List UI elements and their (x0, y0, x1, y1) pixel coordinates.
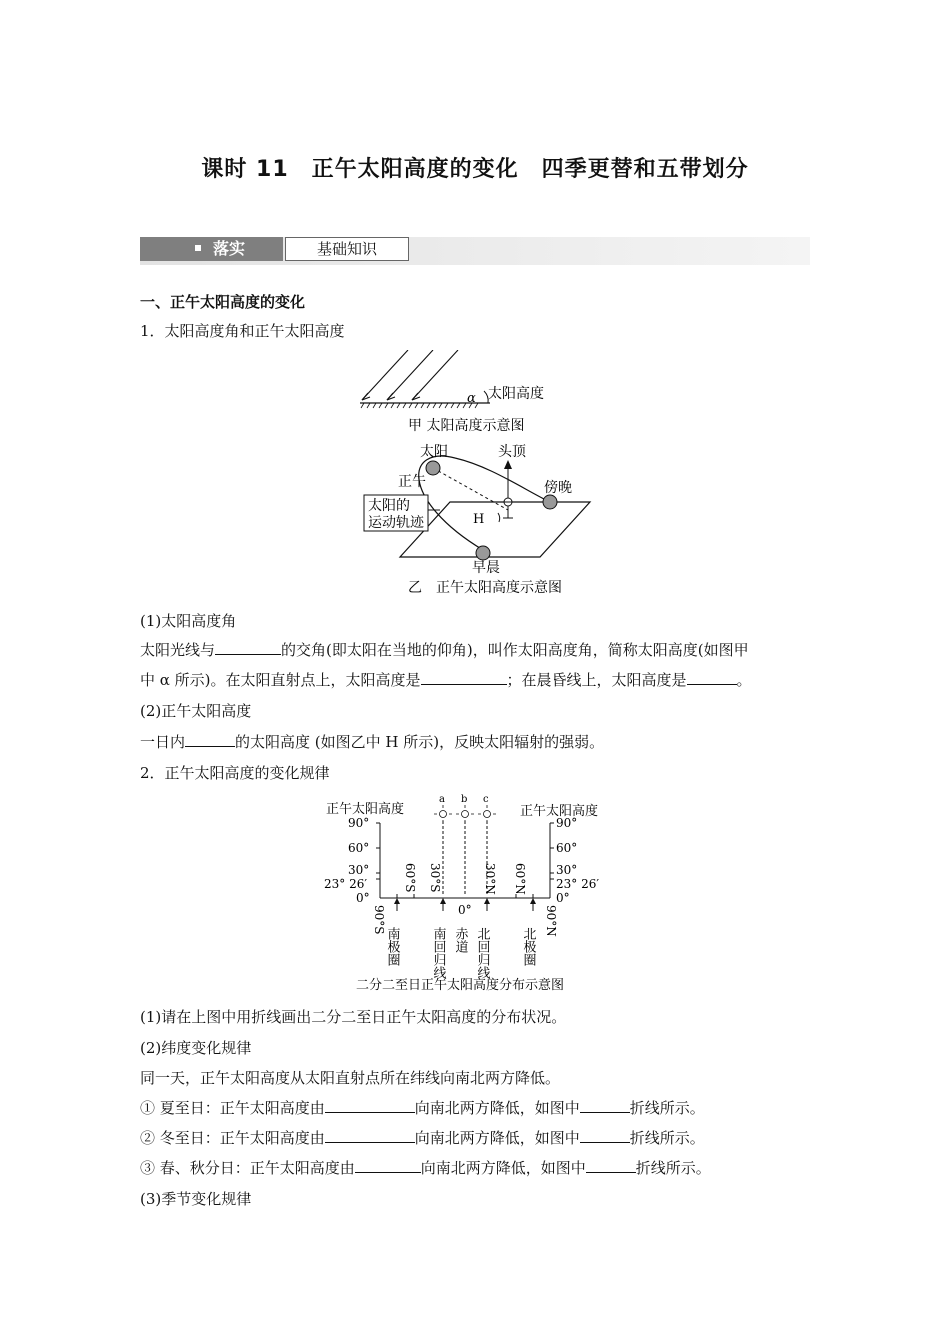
rule-winter-b: 向南北两方降低，如图中 (414, 1129, 580, 1147)
rule-equinox (140, 1157, 711, 1178)
sun-icon (434, 805, 496, 823)
rule-winter-c: 折线所示。 (629, 1129, 705, 1147)
blank-7[interactable] (325, 1128, 415, 1143)
tick-right-2326: 23° 26′ (556, 877, 600, 891)
axis-title-right: 正午太阳高度 (520, 804, 599, 819)
sub1-title: (1)太阳高度角 (140, 612, 237, 630)
question-2-intro: 同一天，正午太阳高度从太阳直射点所在纬线向南北两方降低。 (140, 1069, 561, 1087)
dusk-label: 傍晚 (544, 480, 572, 496)
tick-left-90: 90° (348, 816, 370, 830)
sun-height-label: 太阳高度 (488, 386, 544, 402)
rule-equinox-b: 向南北两方降低，如图中 (420, 1159, 586, 1177)
page-title: 课时 11 正午太阳高度的变化 四季更替和五带划分 (201, 157, 749, 182)
lat-90n: 90°N (544, 905, 558, 937)
track-label-1: 太阳的 (368, 498, 410, 514)
sub1-text-a: 太阳光线与 (140, 641, 216, 659)
axis-title-left: 正午太阳高度 (326, 802, 405, 817)
blank-5[interactable] (325, 1098, 415, 1113)
rule-summer-c: 折线所示。 (629, 1099, 705, 1117)
sun-rays (362, 350, 458, 400)
arctic-circle-label: 北极圈 (520, 927, 536, 966)
tick-left-60: 60° (348, 841, 370, 855)
item-2-heading: 2．正午太阳高度的变化规律 (140, 764, 330, 782)
tick-right-90: 90° (556, 816, 578, 830)
track-label-2: 运动轨迹 (368, 515, 424, 531)
rule-summer-a: ① 夏至日：正午太阳高度由 (140, 1099, 325, 1117)
section-banner (140, 237, 810, 265)
blank-9[interactable] (355, 1158, 421, 1173)
lat-0: 0° (458, 903, 472, 917)
sub2-title: (2)正午太阳高度 (140, 702, 252, 720)
item-1-heading: 1．太阳高度角和正午太阳高度 (140, 322, 345, 340)
lat-60n: 60°N (513, 863, 527, 895)
sub1-text-e: 。 (736, 671, 752, 689)
banner-left-label: 落实 (213, 239, 246, 258)
dawn-sun (476, 546, 490, 560)
tick-right-60: 60° (556, 841, 578, 855)
sun-rays-dashed (443, 821, 487, 896)
lat-30n: 30°N (483, 863, 497, 895)
noon-sun (426, 461, 440, 475)
zenith-label: 头顶 (498, 444, 526, 460)
rule-equinox-c: 折线所示。 (635, 1159, 711, 1177)
alpha-label: α (467, 391, 476, 406)
sub2-text-b: 的太阳高度 (如图乙中 H 所示)，反映太阳辐射的强弱。 (235, 733, 605, 751)
noon-label: 正午 (398, 474, 426, 490)
rule-winter (140, 1127, 705, 1148)
tropic-cancer-label: 北回归线 (474, 927, 490, 979)
zenith-arrowhead (504, 460, 512, 469)
tick-right-0: 0° (556, 891, 570, 905)
blank-4[interactable] (185, 732, 235, 747)
tropic-capricorn-label: 南回归线 (430, 927, 446, 979)
sub2-text-a: 一日内 (140, 733, 186, 751)
banner-right-label: 基础知识 (285, 237, 409, 261)
rule-summer (140, 1097, 705, 1118)
h-label: H (473, 512, 485, 527)
sub1-text-b: 的交角(即太阳在当地的仰角)，叫作太阳高度角，简称太阳高度(如图甲 (281, 641, 749, 659)
sub1-text-d: ；在晨昏线上，太阳高度是 (506, 671, 687, 689)
tick-left-30: 30° (348, 863, 370, 877)
fig-a-caption: 甲 太阳高度示意图 (408, 418, 525, 434)
square-bullet-icon (195, 245, 201, 251)
section-heading: 一、正午太阳高度的变化 (140, 293, 306, 311)
blank-3[interactable] (687, 670, 737, 685)
question-1: (1)请在上图中用折线画出二分二至日正午太阳高度的分布状况。 (140, 1008, 567, 1026)
blank-8[interactable] (580, 1128, 630, 1143)
blank-2[interactable] (421, 670, 507, 685)
sub1-text-c: 中 α 所示)。在太阳直射点上，太阳高度是 (140, 671, 421, 689)
sun-label: 太阳 (420, 444, 448, 460)
sun-label-c: c (483, 794, 489, 805)
sub2-paragraph (140, 731, 604, 752)
question-3: (3)季节变化规律 (140, 1190, 252, 1208)
blank-1[interactable] (215, 640, 281, 655)
sun-height-diagrams (360, 350, 600, 600)
dusk-sun (543, 495, 557, 509)
tick-right-30: 30° (556, 863, 578, 877)
rule-winter-a: ② 冬至日：正午太阳高度由 (140, 1129, 325, 1147)
rule-equinox-a: ③ 春、秋分日：正午太阳高度由 (140, 1159, 355, 1177)
dawn-label: 早晨 (472, 560, 500, 576)
lat-30s: 30°S (428, 863, 442, 893)
fig-c-caption: 二分二至日正午太阳高度分布示意图 (356, 978, 565, 993)
blank-10[interactable] (586, 1158, 636, 1173)
rule-summer-b: 向南北两方降低，如图中 (414, 1099, 580, 1117)
lat-90s: 90°S (372, 905, 386, 935)
sub1-paragraph-line2 (140, 669, 752, 690)
fig-b-caption: 乙 正午太阳高度示意图 (408, 580, 562, 596)
antarctic-circle-label: 南极圈 (384, 927, 400, 966)
question-2: (2)纬度变化规律 (140, 1039, 252, 1057)
noon-sun-height-chart (320, 793, 620, 995)
sun-label-b: b (461, 794, 468, 805)
lat-60s: 60°S (403, 863, 417, 893)
equator-label: 赤道 (452, 927, 468, 953)
sub1-paragraph-line1 (140, 639, 749, 660)
banner-label-box (140, 237, 283, 261)
tick-left-2326: 23° 26′ (324, 877, 368, 891)
tick-left-0: 0° (356, 891, 370, 905)
sun-label-a: a (439, 794, 445, 805)
blank-6[interactable] (580, 1098, 630, 1113)
